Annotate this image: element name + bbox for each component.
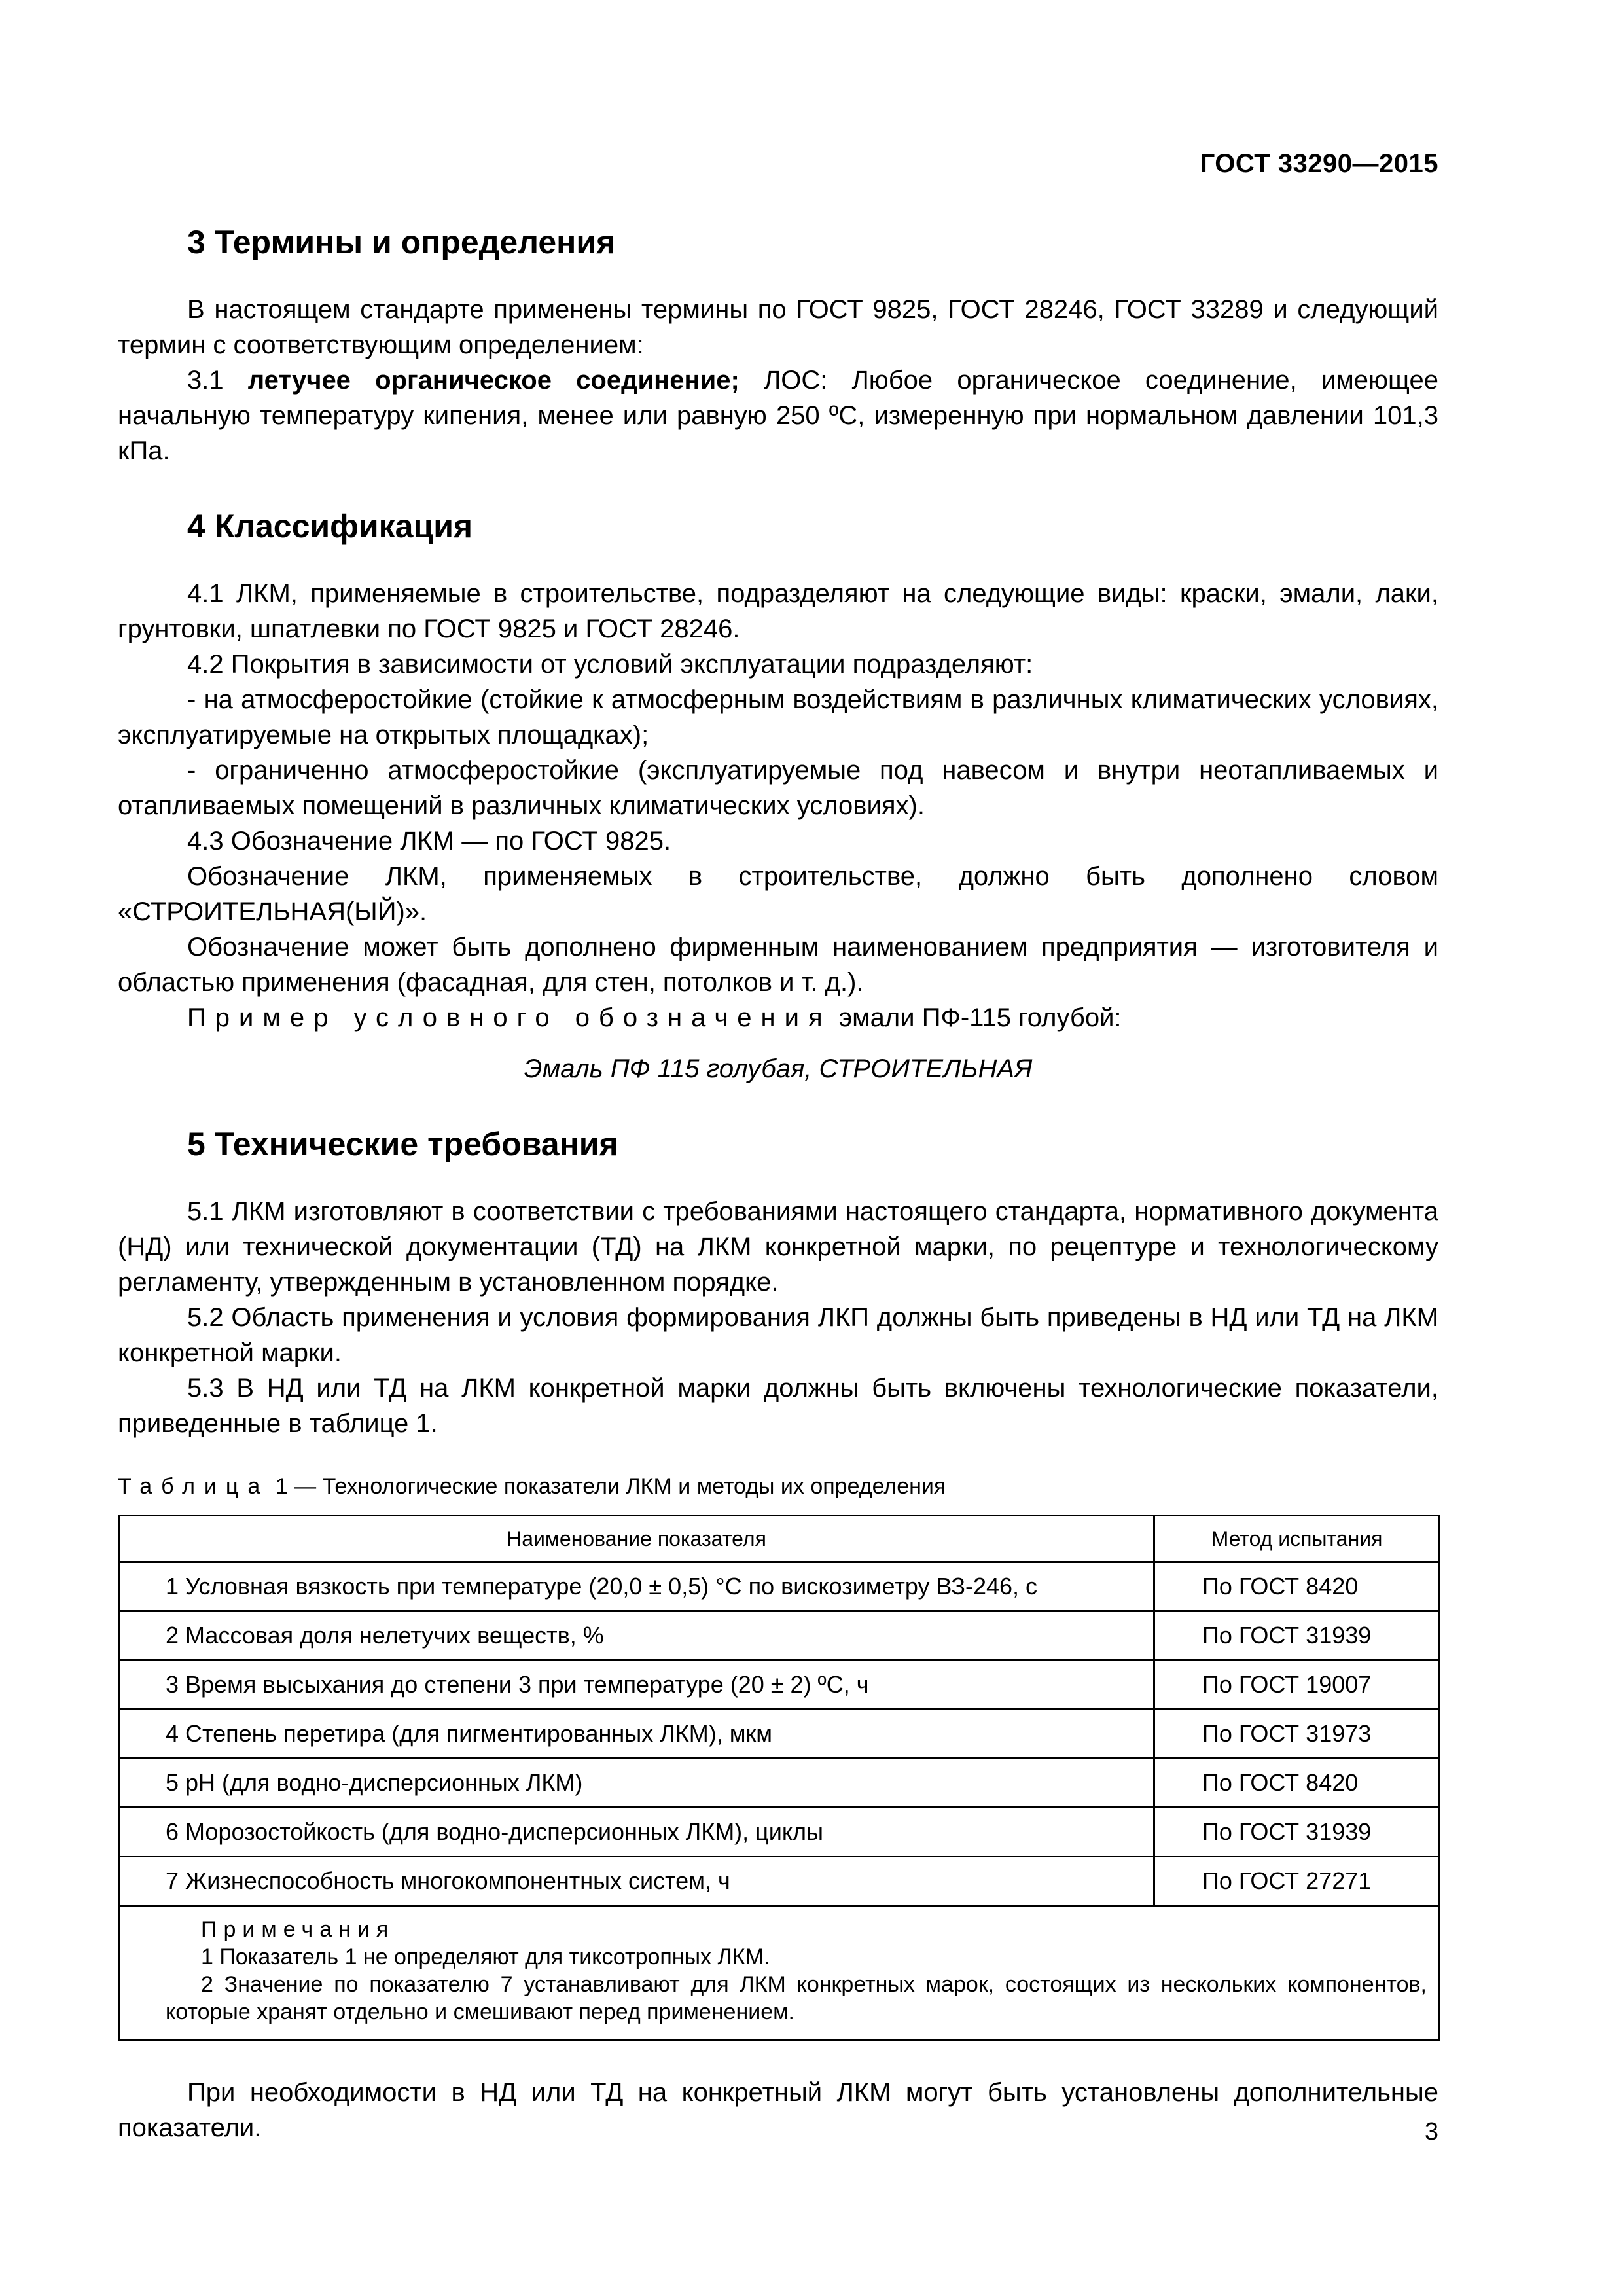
indicator-name: 6 Морозостойкость (для водно-дисперсионных ЛКМ), циклы	[119, 1808, 1154, 1857]
table-header-row	[119, 1516, 1440, 1562]
document-id-header: ГОСТ 33290—2015	[1200, 149, 1438, 178]
clause-5-3: 5.3 В НД или ТД на ЛКМ конкретной марки должны быть включены технологические показатели, приведенные в таблице 1.	[118, 1374, 1438, 1438]
term-definition-text: ЛОС: Любое органическое соединение, имеющее начальную температуру кипения, менее или равную 250 ºС, измеренную при нормальном давлении 101,3 кПа.	[118, 366, 1438, 465]
example-tail: эмали ПФ-115 голубой:	[831, 1003, 1122, 1032]
table-row	[119, 1857, 1440, 1906]
table-row	[119, 1611, 1440, 1660]
indicator-name: 2 Массовая доля нелетучих веществ, %	[119, 1611, 1154, 1660]
clause-4-2-item-2: - ограниченно атмосферостойкие (эксплуатируемые под навесом и внутри неотапливаемых и отапливаемых помещений в различных климатических условиях).	[118, 756, 1438, 820]
indicator-name: 3 Время высыхания до степени 3 при температуре (20 ± 2) ºС, ч	[119, 1660, 1154, 1710]
clause-4-2-item-1: - на атмосферостойкие (стойкие к атмосферным воздействиям в различных климатических условиях, эксплуатируемые на открытых площадках);	[118, 685, 1438, 749]
notes-title: Примечания	[201, 1917, 395, 1942]
term-name: летучее органическое соединение;	[247, 366, 740, 395]
note-1: 1 Показатель 1 не определяют для тиксотропных ЛКМ.	[201, 1945, 770, 1969]
table-row	[119, 1808, 1440, 1857]
clause-4-1: 4.1 ЛКМ, применяемые в строительстве, подразделяют на следующие виды: краски, эмали, лаки, грунтовки, шпатлевки по ГОСТ 9825 и ГОСТ 28246.	[118, 579, 1438, 643]
clause-4-3: 4.3 Обозначение ЛКМ — по ГОСТ 9825.	[187, 827, 671, 855]
indicator-name: 7 Жизнеспособность многокомпонентных систем, ч	[119, 1857, 1154, 1906]
example-label: Пример условного обозначения	[187, 1003, 832, 1032]
table-caption-label: Таблица	[118, 1474, 270, 1499]
test-method: По ГОСТ 19007	[1154, 1660, 1440, 1710]
example-designation: Эмаль ПФ 115 голубая, СТРОИТЕЛЬНАЯ	[524, 1054, 1033, 1083]
table-row	[119, 1710, 1440, 1759]
test-method: По ГОСТ 8420	[1154, 1759, 1440, 1808]
table-row	[119, 1562, 1440, 1611]
clause-4-2: 4.2 Покрытия в зависимости от условий эксплуатации подразделяют:	[187, 650, 1033, 679]
term-number: 3.1	[187, 366, 248, 395]
section-3-intro: В настоящем стандарте применены термины по ГОСТ 9825, ГОСТ 28246, ГОСТ 33289 и следующий термин с соответствующим определением:	[118, 295, 1438, 359]
header-test-method: Метод испытания	[1154, 1516, 1440, 1562]
clause-5-1: 5.1 ЛКМ изготовляют в соответствии с требованиями настоящего стандарта, нормативного документа (НД) или технической документации (ТД) на ЛКМ конкретной марки, по рецептуре и технологическому регламенту, утвержденным в установленном порядке.	[118, 1197, 1438, 1297]
clause-5-2: 5.2 Область применения и условия формирования ЛКП должны быть приведены в НД или ТД на ЛКМ конкретной марки.	[118, 1303, 1438, 1367]
closing-paragraph: При необходимости в НД или ТД на конкретный ЛКМ могут быть установлены дополнительные показатели.	[118, 2078, 1438, 2142]
table-caption	[118, 1471, 1438, 1501]
indicators-table	[118, 1515, 1440, 2041]
clause-4-3-designation: Обозначение ЛКМ, применяемых в строительстве, должно быть дополнено словом «СТРОИТЕЛЬНАЯ(ЫЙ)».	[118, 862, 1438, 926]
indicator-name: 4 Степень перетира (для пигментированных ЛКМ), мкм	[119, 1710, 1154, 1759]
header-indicator-name: Наименование показателя	[119, 1516, 1154, 1562]
test-method: По ГОСТ 31973	[1154, 1710, 1440, 1759]
page-content	[118, 223, 1438, 2145]
clause-4-3-supplement: Обозначение может быть дополнено фирменным наименованием предприятия — изготовителя и областью применения (фасадная, для стен, потолков и т. д.).	[118, 933, 1438, 997]
section-4-title: 4 Классификация	[187, 508, 473, 545]
test-method: По ГОСТ 31939	[1154, 1611, 1440, 1660]
section-5-title: 5 Технические требования	[187, 1126, 618, 1162]
table-row	[119, 1759, 1440, 1808]
test-method: По ГОСТ 27271	[1154, 1857, 1440, 1906]
term-definition	[118, 363, 1438, 469]
section-3-title: 3 Термины и определения	[187, 224, 616, 260]
table-caption-text: 1 — Технологические показатели ЛКМ и методы их определения	[275, 1474, 946, 1499]
indicator-name: 1 Условная вязкость при температуре (20,0 ± 0,5) °С по вискозиметру ВЗ-246, с	[119, 1562, 1154, 1611]
note-2: 2 Значение по показателю 7 устанавливают для ЛКМ конкретных марок, состоящих из нескольких компонентов, которые хранят отдельно и смешивают перед применением.	[166, 1972, 1427, 2024]
table-notes-row	[119, 1906, 1440, 2040]
test-method: По ГОСТ 31939	[1154, 1808, 1440, 1857]
table-notes	[119, 1906, 1440, 2040]
table-row	[119, 1660, 1440, 1710]
page-number: 3	[1424, 2118, 1438, 2145]
indicator-name: 5 рН (для водно-дисперсионных ЛКМ)	[119, 1759, 1154, 1808]
test-method: По ГОСТ 8420	[1154, 1562, 1440, 1611]
example-intro	[118, 1000, 1438, 1035]
